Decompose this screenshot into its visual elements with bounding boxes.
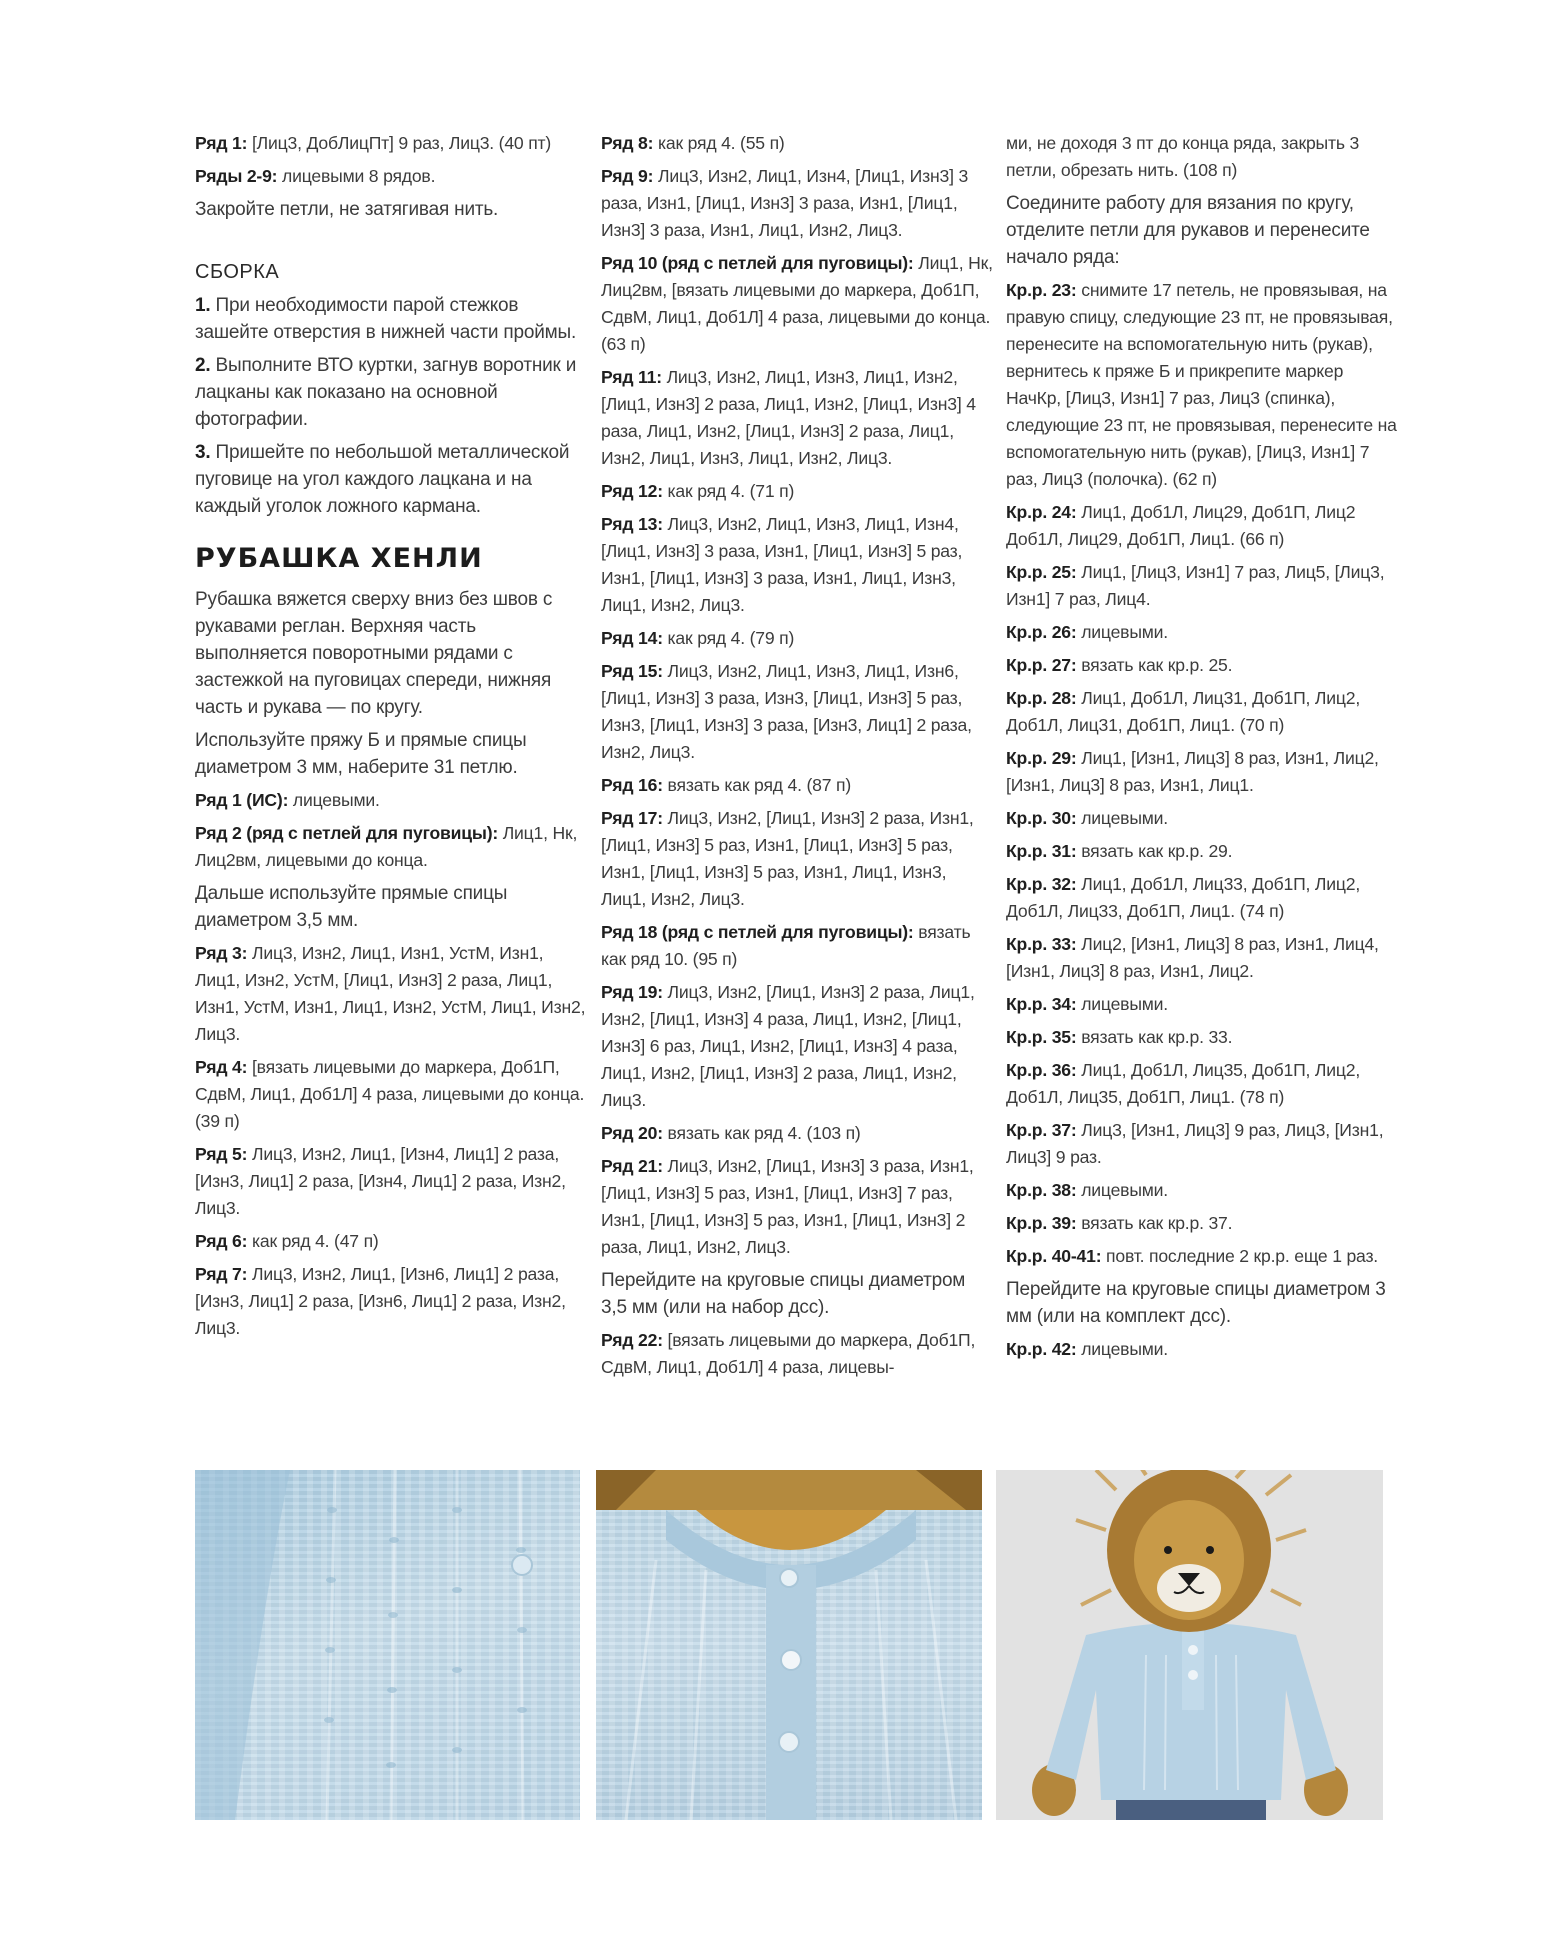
pattern-row: Ряд 21: Лиц3, Изн2, [Лиц1, Изн3] 3 раза, Изн1, [Лиц1, Изн3] 5 раз, Изн1, [Лиц1, Изн3] 7 раз, Изн1, [Лиц1, Изн3] 5 раз, Изн1, [Лиц1, Изн3] 2 раза, Лиц1, Изн2, Лиц3.: [601, 1156, 974, 1257]
pattern-row: Ряд 2 (ряд с петлей для пуговицы): Лиц1, Нк, Лиц2вм, лицевыми до конца.: [195, 823, 578, 870]
intro-text: Рубашка вяжется сверху вниз без швов с рукавами реглан. Верхняя часть выполняется поворотными рядами с застежкой на пуговицах спереди, нижняя часть и рукава — по кругу.: [195, 589, 553, 718]
pattern-row: Кр.р. 42: лицевыми.: [1006, 1339, 1168, 1359]
pattern-row: Кр.р. 23: снимите 17 петель, не провязывая, на правую спицу, следующие 23 пт, не провязывая, перенесите на вспомогательную нить (рукав), вернитесь к пряже Б и прикрепите маркер НачКр, [Лиц3, Изн1] 7 раз, Лиц3 (спинка), следующие 23 пт, не провязывая, перенесите на вспомогательную нить (рукав), [Лиц3, Изн1] 7 раз, Лиц3 (полочка). (62 п): [1006, 280, 1397, 489]
pattern-row: Кр.р. 37: Лиц3, [Изн1, Лиц3] 9 раз, Лиц3, [Изн1, Лиц3] 9 раз.: [1006, 1120, 1384, 1167]
knit-texture-photo: [195, 1470, 580, 1820]
text-column-left: [195, 130, 587, 1348]
pattern-row: Ряд 7: Лиц3, Изн2, Лиц1, [Изн6, Лиц1] 2 раза, [Изн3, Лиц1] 2 раза, [Изн6, Лиц1] 2 раза, Изн2, Лиц3.: [195, 1264, 566, 1338]
pattern-row: Ряд 16: вязать как ряд 4. (87 п): [601, 775, 851, 795]
pattern-row: Ряд 1: [Лиц3, ДобЛицПт] 9 раз, Лиц3. (40 пт): [195, 133, 552, 153]
pattern-row: Ряды 2-9: лицевыми 8 рядов.: [195, 166, 436, 186]
pattern-row: Ряд 5: Лиц3, Изн2, Лиц1, [Изн4, Лиц1] 2 раза, [Изн3, Лиц1] 2 раза, [Изн4, Лиц1] 2 раза, Изн2, Лиц3.: [195, 1144, 566, 1218]
pattern-row: Ряд 8: как ряд 4. (55 п): [601, 133, 785, 153]
pattern-row-continued: ми, не доходя 3 пт до конца ряда, закрыть 3 петли, обрезать нить. (108 п): [1006, 133, 1360, 180]
pattern-row: Кр.р. 26: лицевыми.: [1006, 622, 1168, 642]
instruction-text: Соедините работу для вязания по кругу, отделите петли для рукавов и перенесите начало ряда:: [1006, 193, 1370, 268]
assembly-step: 3. Пришейте по небольшой металлической пуговице на угол каждого лацкана и на каждый уголок ложного кармана.: [195, 442, 570, 517]
assembly-step: 2. Выполните ВТО куртки, загнув воротник и лацканы как показано на основной фотографии.: [195, 355, 577, 430]
pattern-row: Ряд 17: Лиц3, Изн2, [Лиц1, Изн3] 2 раза, Изн1, [Лиц1, Изн3] 5 раз, Изн1, [Лиц1, Изн3] 5 раз, Изн1, [Лиц1, Изн3] 5 раз, Изн1, Лиц1, Изн3, Лиц1, Изн2, Лиц3.: [601, 808, 974, 909]
pattern-row: Кр.р. 40-41: повт. последние 2 кр.р. еще 1 раз.: [1006, 1246, 1378, 1266]
pattern-row: Ряд 18 (ряд с петлей для пуговицы): вязать как ряд 10. (95 п): [601, 922, 971, 969]
section-title: РУБАШКА ХЕНЛИ: [195, 543, 483, 574]
pattern-row: Кр.р. 31: вязать как кр.р. 29.: [1006, 841, 1233, 861]
lion-in-sweater-illustration: [996, 1470, 1383, 1820]
lion-toy-photo: [996, 1470, 1383, 1820]
pattern-row: Ряд 6: как ряд 4. (47 п): [195, 1231, 379, 1251]
pattern-row: Кр.р. 25: Лиц1, [Лиц3, Изн1] 7 раз, Лиц5, [Лиц3, Изн1] 7 раз, Лиц4.: [1006, 562, 1385, 609]
pattern-row: Кр.р. 24: Лиц1, Доб1Л, Лиц29, Доб1П, Лиц2 Доб1Л, Лиц29, Доб1П, Лиц1. (66 п): [1006, 502, 1356, 549]
pattern-row: Кр.р. 35: вязать как кр.р. 33.: [1006, 1027, 1233, 1047]
intro-text: Используйте пряжу Б и прямые спицы диаметром 3 мм, наберите 31 петлю.: [195, 730, 527, 778]
pattern-row: Ряд 22: [вязать лицевыми до маркера, Доб1П, СдвМ, Лиц1, Доб1Л] 4 раза, лицевы-: [601, 1330, 976, 1377]
pattern-row: Ряд 13: Лиц3, Изн2, Лиц1, Изн3, Лиц1, Изн4, [Лиц1, Изн3] 3 раза, Изн1, [Лиц1, Изн3] 5 раз, Изн1, [Лиц1, Изн3] 3 раза, Изн1, Лиц1, Изн3, Лиц1, Изн2, Лиц3.: [601, 514, 963, 615]
pattern-row: Кр.р. 28: Лиц1, Доб1Л, Лиц31, Доб1П, Лиц2, Доб1Л, Лиц31, Доб1П, Лиц1. (70 п): [1006, 688, 1361, 735]
pattern-row: Кр.р. 33: Лиц2, [Изн1, Лиц3] 8 раз, Изн1, Лиц4, [Изн1, Лиц3] 8 раз, Изн1, Лиц2.: [1006, 934, 1379, 981]
knit-closeup-illustration: [195, 1470, 580, 1820]
assembly-heading: СБОРКА: [195, 261, 280, 283]
placket-closeup-illustration: [596, 1470, 982, 1820]
text-column-right: [1006, 130, 1398, 1369]
pattern-row: Ряд 15: Лиц3, Изн2, Лиц1, Изн3, Лиц1, Изн6, [Лиц1, Изн3] 3 раза, Изн3, [Лиц1, Изн3] 5 раз, Изн3, [Лиц1, Изн3] 3 раза, [Изн3, Лиц1] 2 раза, Изн2, Лиц3.: [601, 661, 972, 762]
pattern-row: Ряд 19: Лиц3, Изн2, [Лиц1, Изн3] 2 раза, Лиц1, Изн2, [Лиц1, Изн3] 4 раза, Лиц1, Изн2, [Лиц1, Изн3] 6 раз, Лиц1, Изн2, [Лиц1, Изн3] 4 раза, Лиц1, Изн2, [Лиц1, Изн3] 2 раза, Лиц1, Изн2, Лиц3.: [601, 982, 975, 1110]
pattern-row: Ряд 14: как ряд 4. (79 п): [601, 628, 795, 648]
pattern-row: Ряд 20: вязать как ряд 4. (103 п): [601, 1123, 861, 1143]
pattern-row: Кр.р. 36: Лиц1, Доб1Л, Лиц35, Доб1П, Лиц2, Доб1Л, Лиц35, Доб1П, Лиц1. (78 п): [1006, 1060, 1361, 1107]
instruction-text: Перейдите на круговые спицы диаметром 3 мм (или на комплект дсс).: [1006, 1279, 1386, 1327]
pattern-row: Ряд 10 (ряд с петлей для пуговицы): Лиц1, Нк, Лиц2вм, [вязать лицевыми до маркера, Доб1П, СдвМ, Лиц1, Доб1Л] 4 раза, лицевыми до конца. (63 п): [601, 253, 993, 354]
button-placket-photo: [596, 1470, 982, 1820]
pattern-row: Кр.р. 30: лицевыми.: [1006, 808, 1168, 828]
pattern-row: Кр.р. 39: вязать как кр.р. 37.: [1006, 1213, 1233, 1233]
pattern-row: Ряд 11: Лиц3, Изн2, Лиц1, Изн3, Лиц1, Изн2, [Лиц1, Изн3] 2 раза, Лиц1, Изн2, [Лиц1, Изн3] 4 раза, Лиц1, Изн2, [Лиц1, Изн3] 2 раза, Лиц1, Изн2, Лиц1, Изн3, Лиц1, Изн2, Лиц3.: [601, 367, 976, 468]
pattern-row: Ряд 3: Лиц3, Изн2, Лиц1, Изн1, УстМ, Изн1, Лиц1, Изн2, УстМ, [Лиц1, Изн3] 2 раза, Лиц1, Изн1, УстМ, Изн1, Лиц1, Изн2, УстМ, Лиц1, Изн2, Лиц3.: [195, 943, 586, 1044]
instruction-text: Перейдите на круговые спицы диаметром 3,5 мм (или на набор дсс).: [601, 1270, 966, 1318]
pattern-row: Кр.р. 29: Лиц1, [Изн1, Лиц3] 8 раз, Изн1, Лиц2, [Изн1, Лиц3] 8 раз, Изн1, Лиц1.: [1006, 748, 1379, 795]
pattern-row: Кр.р. 32: Лиц1, Доб1Л, Лиц33, Доб1П, Лиц2, Доб1Л, Лиц33, Доб1П, Лиц1. (74 п): [1006, 874, 1361, 921]
text-column-middle: [601, 130, 993, 1387]
assembly-step: 1. При необходимости парой стежков зашейте отверстия в нижней части проймы.: [195, 295, 577, 343]
pattern-row: Ряд 4: [вязать лицевыми до маркера, Доб1П, СдвМ, Лиц1, Доб1Л] 4 раза, лицевыми до конца. (39 п): [195, 1057, 585, 1131]
instruction-text: Дальше используйте прямые спицы диаметром 3,5 мм.: [195, 883, 508, 931]
instruction-text: Закройте петли, не затягивая нить.: [195, 199, 499, 220]
pattern-row: Кр.р. 38: лицевыми.: [1006, 1180, 1168, 1200]
pattern-row: Кр.р. 27: вязать как кр.р. 25.: [1006, 655, 1233, 675]
pattern-row: Кр.р. 34: лицевыми.: [1006, 994, 1168, 1014]
pattern-row: Ряд 1 (ИС): лицевыми.: [195, 790, 380, 810]
pattern-row: Ряд 12: как ряд 4. (71 п): [601, 481, 795, 501]
pattern-row: Ряд 9: Лиц3, Изн2, Лиц1, Изн4, [Лиц1, Изн3] 3 раза, Изн1, [Лиц1, Изн3] 3 раза, Изн1, [Лиц1, Изн3] 3 раза, Изн1, Лиц1, Изн2, Лиц3.: [601, 166, 969, 240]
